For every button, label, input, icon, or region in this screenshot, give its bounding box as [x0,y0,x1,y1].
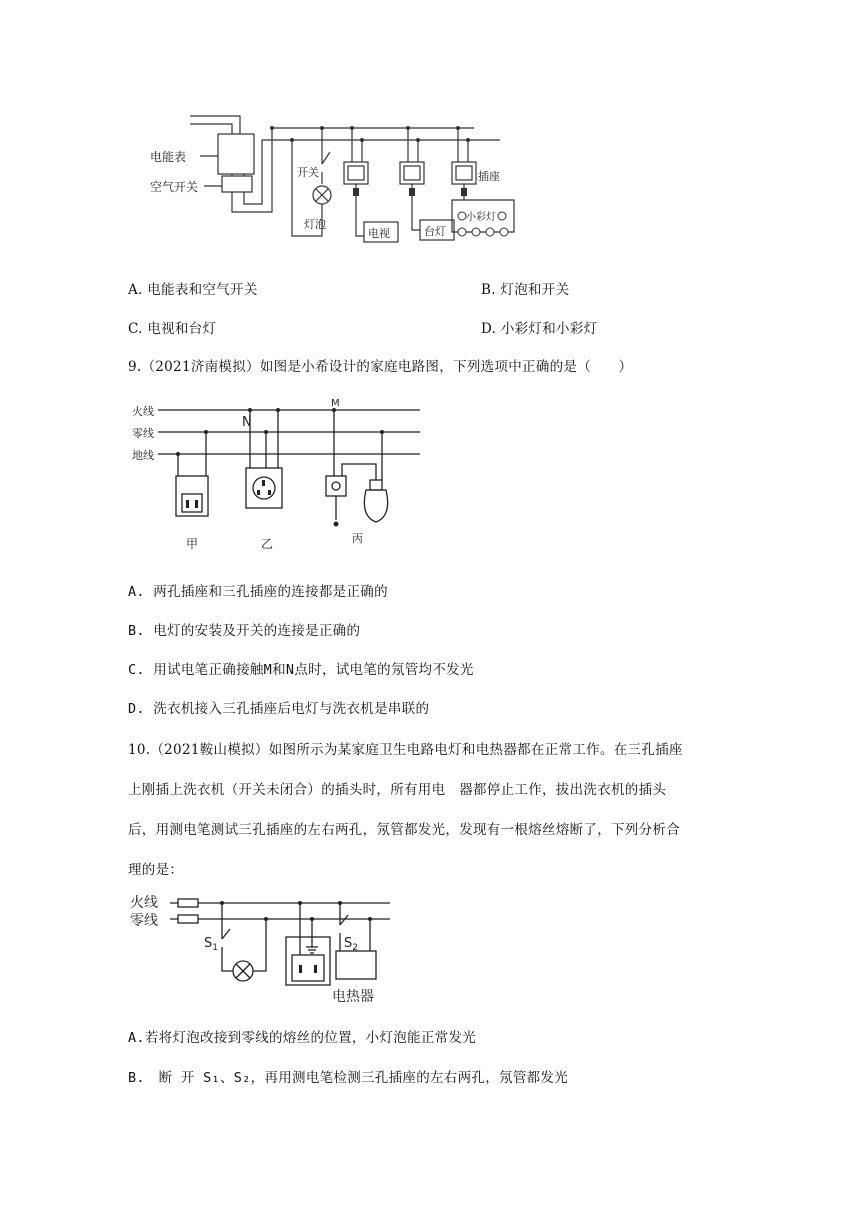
string-lights-label: 小彩灯 [466,212,496,223]
q10-s1-sub: 1 [212,943,218,953]
q9-neutral-label: 零线 [132,427,154,440]
q9-m-point: M [331,398,340,409]
q10-stem-line-4: 理的是： [128,862,184,878]
q10-s2-sub: 2 [352,943,358,953]
q8-option-d: D. 小彩灯和小彩灯 [481,321,598,337]
meter-label: 电能表 [150,150,187,164]
q10-live-label: 火线 [130,895,158,911]
q9-stem: 9.（2021济南模拟）如图是小希设计的家庭电路图，下列选项中正确的是（ ） [128,359,633,375]
q10-s1-label: S [204,936,213,951]
figure-home-circuit [0,0,860,260]
q9-n-point: N [242,415,252,430]
q10-stem-line-3: 后，用测电笔测试三孔插座的左右两孔，氖管都发光，发现有一根熔丝熔断了，下列分析合 [128,822,680,838]
breaker-label: 空气开关 [150,180,199,194]
lamp-label: 台灯 [424,225,446,238]
bulb-label: 灯泡 [304,218,326,231]
figure-q9-circuit [0,390,860,570]
q10-option-a: A.若将灯泡改接到零线的熔丝的位置，小灯泡能正常发光 [128,1030,477,1046]
q9-option-c: C. 用试电笔正确接触M和N点时，试电笔的氖管均不发光 [128,662,474,678]
q9-option-a: A. 两孔插座和三孔插座的连接都是正确的 [128,584,388,600]
q9-option-b: B. 电灯的安装及开关的连接是正确的 [128,623,361,639]
q9-live-label: 火线 [132,405,154,418]
q10-option-b: B. 断 开 S₁、S₂，再用测电笔检测三孔插座的左右两孔，氖管都发光 [128,1070,569,1086]
q10-neutral-label: 零线 [130,913,158,929]
svg-text:S1 [204,936,218,953]
q8-option-a: A. 电能表和空气开关 [128,282,258,298]
q8-option-b: B. 灯泡和开关 [481,282,570,298]
q9-option-d: D. 洗衣机接入三孔插座后电灯与洗衣机是串联的 [128,701,430,717]
switch-label: 开关 [297,166,319,179]
q9-jia-label: 甲 [186,537,199,551]
q9-ground-label: 地线 [132,449,154,462]
q10-heater-label: 电热器 [332,989,374,1005]
tv-label: 电视 [368,227,390,240]
figure-q10-circuit [0,885,860,1015]
svg-text:S2 [344,936,358,953]
q10-stem-line-2: 上刚插上洗衣机（开关未闭合）的插头时，所有用电 器都停止工作，拔出洗衣机的插头 [128,782,667,798]
socket-label: 插座 [478,170,500,183]
q9-bing-label: 丙 [352,532,363,545]
q9-yi-label: 乙 [261,537,274,551]
q10-s2-label: S [344,936,353,951]
q8-option-c: C. 电视和台灯 [128,321,217,337]
q10-stem-line-1: 10.（2021鞍山模拟）如图所示为某家庭卫生电路电灯和电热器都在正常工作。在三孔插座 [128,742,683,758]
